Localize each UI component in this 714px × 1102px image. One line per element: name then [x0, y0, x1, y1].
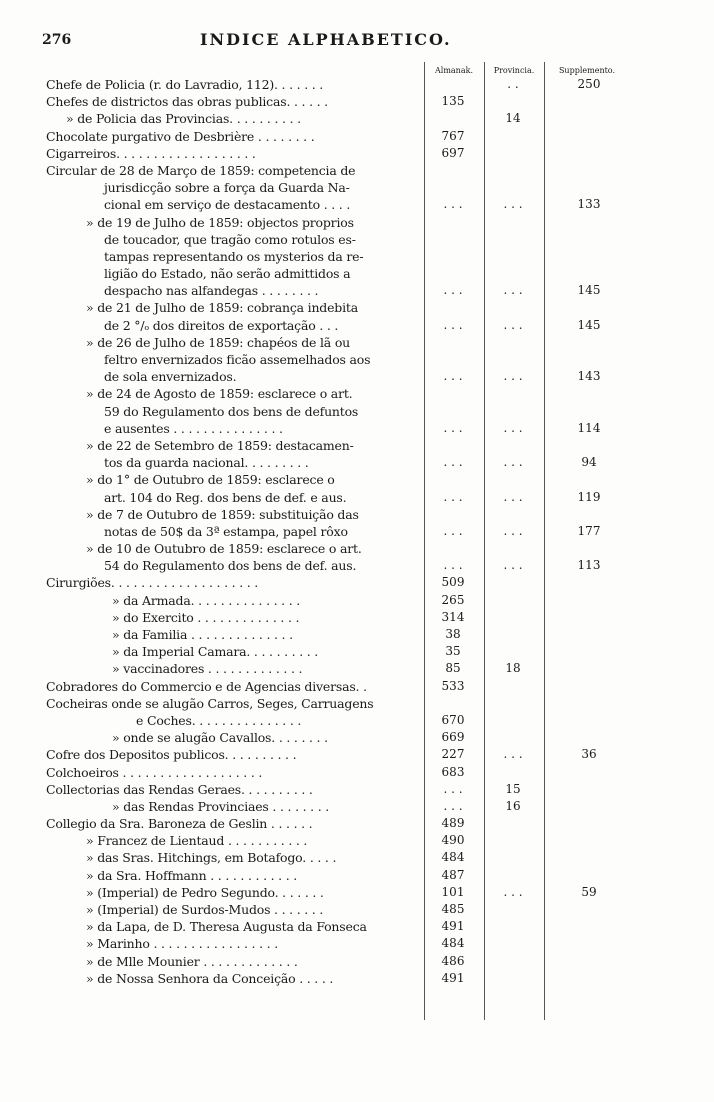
supplemento-page: 145	[577, 317, 601, 332]
index-entry-text: tos da guarda nacional. . . . . . . . .	[104, 455, 309, 471]
almanak-page: . . .	[443, 455, 463, 470]
index-entry-text: de 2 °/ₒ dos direitos de exportação . . .	[104, 317, 339, 333]
index-entry-text: Cirurgiões. . . . . . . . . . . . . . . . . . . .	[46, 575, 259, 591]
index-entry-text: » de 22 de Setembro de 1859: destacamen-	[86, 437, 354, 453]
index-entry-text: » do Exercito . . . . . . . . . . . . . .	[112, 609, 300, 625]
index-row	[0, 953, 714, 970]
index-entry-text: Circular de 28 de Março de 1859: competencia de	[46, 162, 356, 178]
almanak-page: . . .	[443, 523, 463, 538]
index-entry-text: » Marinho . . . . . . . . . . . . . . . . .	[86, 936, 278, 952]
index-entry-text: » de Policia das Provincias. . . . . . . . . .	[66, 111, 301, 127]
index-entry-text: notas de 50$ da 3ª estampa, papel rôxo	[104, 523, 348, 539]
index-row	[0, 918, 714, 935]
provincia-page: . . .	[503, 420, 523, 435]
almanak-page: . . .	[443, 558, 463, 573]
index-row	[0, 660, 714, 677]
index-entry-text: » de 19 de Julho de 1859: objectos proprios	[86, 214, 354, 230]
index-row	[0, 901, 714, 918]
supplemento-page: 177	[577, 523, 601, 538]
index-row	[0, 712, 714, 729]
almanak-page: 509	[441, 575, 465, 590]
index-entry-text: jurisdicção sobre a força da Guarda Na-	[104, 180, 350, 196]
supplemento-page: 133	[577, 197, 601, 212]
index-entry-text: » das Rendas Provinciaes . . . . . . . .	[112, 798, 330, 814]
index-entry-text: » de Nossa Senhora da Conceição . . . . .	[86, 970, 334, 986]
index-row	[0, 592, 714, 609]
page-title: INDICE ALPHABETICO.	[200, 30, 452, 49]
index-entry-text: ligião do Estado, não serão admittidos a	[104, 266, 351, 282]
index-row	[0, 489, 714, 506]
index-row	[0, 506, 714, 523]
provincia-page: . . .	[503, 523, 523, 538]
provincia-page: . . .	[503, 747, 523, 762]
index-entry-text: » de 10 de Outubro de 1859: esclarece o art.	[86, 541, 362, 557]
index-row	[0, 678, 714, 695]
index-entry-text: Chocolate purgativo de Desbrière . . . . . . . .	[46, 128, 315, 144]
almanak-page: . . .	[443, 283, 463, 298]
almanak-page: 491	[441, 970, 465, 985]
index-entry-text: » (Imperial) de Pedro Segundo. . . . . . .	[86, 884, 324, 900]
almanak-page: 491	[441, 919, 465, 934]
almanak-page: 314	[441, 609, 465, 624]
almanak-page: . . .	[443, 489, 463, 504]
column-header-supplemento: Supplemento.	[558, 66, 616, 75]
index-entry-text: » de 7 de Outubro de 1859: substituição das	[86, 506, 359, 522]
index-row	[0, 110, 714, 127]
almanak-page: . . .	[443, 197, 463, 212]
supplemento-page: 36	[581, 747, 597, 762]
index-table	[0, 76, 714, 987]
almanak-page: . . .	[443, 317, 463, 332]
index-row	[0, 815, 714, 832]
index-row	[0, 574, 714, 591]
index-entry-text: Colchoeiros . . . . . . . . . . . . . . . . . . .	[46, 764, 263, 780]
index-row	[0, 970, 714, 987]
index-entry-text: 54 do Regulamento dos bens de def. aus.	[104, 558, 357, 574]
index-row	[0, 420, 714, 437]
index-row	[0, 935, 714, 952]
almanak-page: 101	[441, 884, 465, 899]
index-row	[0, 351, 714, 368]
index-row	[0, 471, 714, 488]
index-row	[0, 695, 714, 712]
provincia-page: . . .	[503, 317, 523, 332]
index-entry-text: 59 do Regulamento dos bens de defuntos	[104, 403, 359, 419]
index-entry-text: » Francez de Lientaud . . . . . . . . . . .	[86, 833, 308, 849]
index-row	[0, 128, 714, 145]
almanak-page: . . .	[443, 369, 463, 384]
index-entry-text: » do 1° de Outubro de 1859: esclarece o	[86, 472, 335, 488]
almanak-page: 265	[441, 592, 465, 607]
index-row	[0, 265, 714, 282]
provincia-page: . . .	[503, 884, 523, 899]
index-row	[0, 557, 714, 574]
index-row	[0, 849, 714, 866]
index-row	[0, 437, 714, 454]
provincia-page: . . .	[503, 489, 523, 504]
index-entry-text: e ausentes . . . . . . . . . . . . . . .	[104, 420, 283, 436]
almanak-page: 767	[441, 128, 465, 143]
index-entry-text: tampas representando os mysterios da re-	[104, 248, 364, 264]
almanak-page: 697	[441, 145, 465, 160]
index-row	[0, 248, 714, 265]
almanak-page: 227	[441, 747, 465, 762]
index-entry-text: » das Sras. Hitchings, em Botafogo. . . . .	[86, 850, 337, 866]
supplemento-page: 145	[577, 283, 601, 298]
provincia-page: 16	[505, 798, 521, 813]
almanak-page: 490	[441, 833, 465, 848]
provincia-page: . .	[507, 77, 519, 91]
index-entry-text: » vaccinadores . . . . . . . . . . . . .	[112, 661, 303, 677]
supplemento-page: 94	[581, 455, 597, 470]
index-entry-text: de toucador, que tragão como rotulos es-	[104, 231, 356, 247]
index-entry-text: » (Imperial) de Surdos-Mudos . . . . . . .	[86, 902, 324, 917]
provincia-page: . . .	[503, 455, 523, 470]
index-row	[0, 609, 714, 626]
index-row	[0, 93, 714, 110]
index-row	[0, 162, 714, 179]
almanak-page: 135	[441, 94, 465, 109]
index-entry-text: e Coches. . . . . . . . . . . . . . .	[136, 712, 302, 728]
index-entry-text: » de 21 de Julho de 1859: cobrança indebita	[86, 300, 358, 316]
index-row	[0, 214, 714, 231]
supplemento-page: 119	[577, 489, 601, 504]
index-entry-text: » da Imperial Camara. . . . . . . . . .	[112, 644, 319, 660]
index-row	[0, 403, 714, 420]
index-row	[0, 368, 714, 385]
index-row	[0, 867, 714, 884]
index-row	[0, 282, 714, 299]
index-row	[0, 196, 714, 213]
index-entry-text: » de 24 de Agosto de 1859: esclarece o art.	[86, 386, 353, 402]
supplemento-page: 114	[577, 420, 601, 435]
index-row	[0, 454, 714, 471]
page-number: 276	[42, 32, 72, 48]
index-row	[0, 832, 714, 849]
index-entry-text: Cofre dos Depositos publicos. . . . . . . . . .	[46, 747, 297, 763]
almanak-page: 669	[441, 730, 465, 745]
index-entry-text: » da Sra. Hoffmann . . . . . . . . . . . .	[86, 867, 298, 883]
page-header	[42, 30, 672, 52]
index-entry-text: Chefes de districtos das obras publicas. . . . . .	[46, 94, 328, 110]
provincia-page: . . .	[503, 197, 523, 212]
index-entry-text: Cocheiras onde se alugão Carros, Seges, Carruagens	[46, 695, 374, 711]
index-entry-text: » de Mlle Mounier . . . . . . . . . . . . .	[86, 953, 298, 969]
index-entry-text: Cobradores do Commercio e de Agencias diversas. .	[46, 678, 367, 694]
index-row	[0, 884, 714, 901]
supplemento-page: 250	[577, 77, 601, 91]
provincia-page: . . .	[503, 558, 523, 573]
index-row	[0, 781, 714, 798]
column-header-almanak: Almanak.	[434, 66, 473, 75]
provincia-page: . . .	[503, 369, 523, 384]
index-row	[0, 764, 714, 781]
almanak-page: 38	[445, 627, 461, 641]
index-row	[0, 523, 714, 540]
index-row	[0, 179, 714, 196]
index-entry-text: Chefe de Policia (r. do Lavradio, 112). . . . . . .	[46, 77, 324, 92]
almanak-page: . . .	[443, 420, 463, 435]
almanak-page: 484	[441, 850, 465, 865]
supplemento-page: 59	[581, 884, 597, 899]
index-entry-text: Collectorias das Rendas Geraes. . . . . . . . . .	[46, 781, 313, 797]
index-entry-text: art. 104 do Reg. dos bens de def. e aus.	[104, 489, 347, 505]
supplemento-page: 143	[577, 369, 601, 384]
column-header-provincia: Provincia.	[493, 66, 535, 75]
index-row	[0, 798, 714, 815]
index-row	[0, 385, 714, 402]
index-row	[0, 299, 714, 316]
index-row	[0, 76, 714, 93]
almanak-page: 533	[441, 678, 465, 693]
almanak-page: . . .	[443, 798, 463, 813]
index-entry-text: de sola envernizados.	[104, 369, 237, 385]
index-row	[0, 317, 714, 334]
almanak-page: 485	[441, 902, 465, 916]
almanak-page: 670	[441, 712, 465, 727]
almanak-page: 487	[441, 867, 465, 882]
provincia-page: 15	[505, 781, 521, 796]
index-entry-text: Cigarreiros. . . . . . . . . . . . . . . . . . .	[46, 145, 256, 161]
almanak-page: 85	[445, 661, 461, 676]
index-entry-text: cional em serviço de destacamento . . . .	[104, 197, 351, 213]
index-entry-text: » da Familia . . . . . . . . . . . . . .	[112, 627, 293, 642]
index-row	[0, 540, 714, 557]
index-row	[0, 643, 714, 660]
index-entry-text: » de 26 de Julho de 1859: chapéos de lã ou	[86, 334, 351, 350]
index-row	[0, 626, 714, 643]
index-row	[0, 145, 714, 162]
almanak-page: 683	[441, 764, 465, 779]
almanak-page: 486	[441, 953, 465, 968]
index-entry-text: » onde se alugão Cavallos. . . . . . . .	[112, 730, 328, 746]
provincia-page: 18	[505, 661, 521, 676]
almanak-page: . . .	[443, 781, 463, 796]
index-entry-text: Collegio da Sra. Baroneza de Geslin . . . . . .	[46, 816, 313, 832]
index-row	[0, 729, 714, 746]
provincia-page: . . .	[503, 283, 523, 298]
almanak-page: 489	[441, 816, 465, 831]
index-row	[0, 746, 714, 763]
almanak-page: 484	[441, 936, 465, 951]
supplemento-page: 113	[577, 558, 601, 573]
index-entry-text: feltro envernizados ficão assemelhados aos	[104, 352, 371, 367]
index-row	[0, 231, 714, 248]
index-entry-text: despacho nas alfandegas . . . . . . . .	[104, 283, 319, 299]
almanak-page: 35	[445, 644, 461, 659]
provincia-page: 14	[505, 111, 521, 126]
index-row	[0, 334, 714, 351]
index-entry-text: » da Lapa, de D. Theresa Augusta da Fonseca	[86, 919, 367, 935]
index-entry-text: » da Armada. . . . . . . . . . . . . . .	[112, 592, 301, 608]
